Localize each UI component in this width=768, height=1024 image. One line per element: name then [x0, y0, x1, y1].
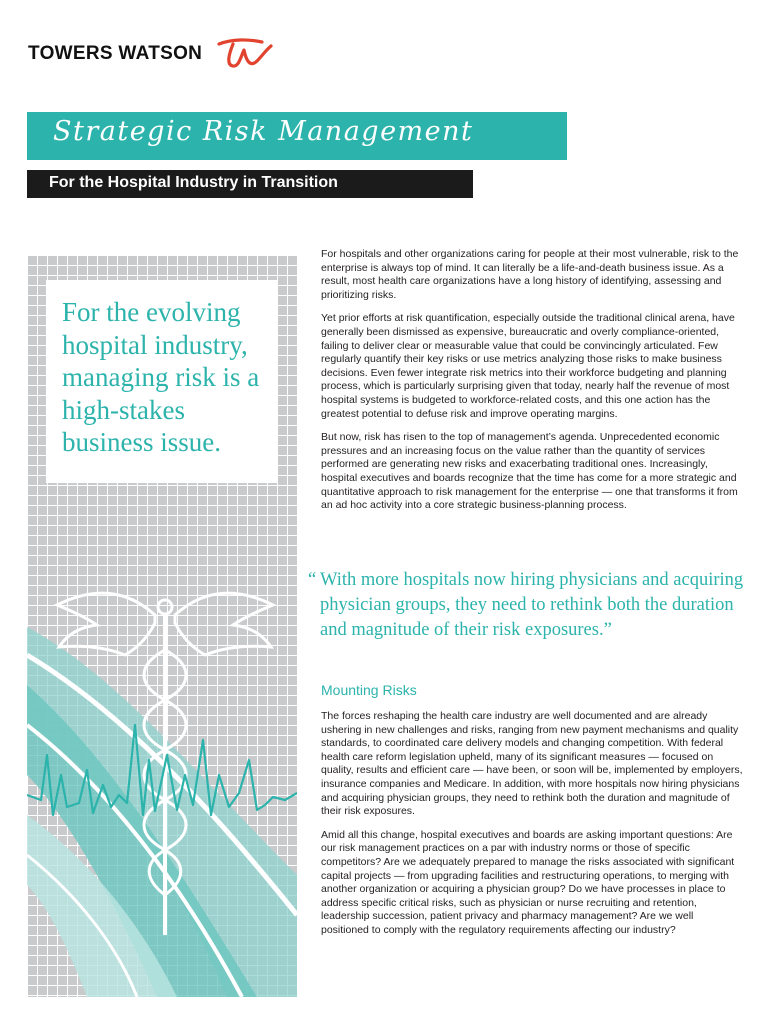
article-paragraph: For hospitals and other organizations caring for people at their most vulnerable, risk to the enterprise is always top of mind. It can literally be a life-and-death business issue. As a result, most health care organizations have a long history of identifying, assessing and prioritizing risks. — [321, 248, 739, 301]
pull-quote-text: With more hospitals now hiring physicians and acquiring physician groups, they need to rethink both the duration and magnitude of their risk exposures.” — [320, 570, 744, 640]
article-paragraph: The forces reshaping the health care industry are well documented and are already ushering in new challenges and risks, ranging from new payment mechanisms and quality standards, to coordinated care delivery models and changing competition. With federal health care reform legislation upheld, many of its significant measures — focused on quality, results and efficient care — have been, or soon will be, implemented by employers, insurance companies and Medicare. In addition, with more hospitals now hiring physicians and acquiring physician groups, they need to rethink both the duration and magnitude of their risk exposures. — [321, 710, 743, 818]
logo-mark-icon — [216, 36, 274, 72]
caduceus-artwork — [27, 255, 297, 997]
article-paragraph: Amid all this change, hospital executives and boards are asking important questions: Are our risk management practices on a par with industry norms or those of specific competitors? Are we adequately prepared to manage the risks associated with significant capital projects — from upgrading facilities and restructuring operations, to merging with another organization or acquiring a physician group? Do we have processes in place to address specific critical risks, such as physician or nurse recruiting and retention, leadership succession, patient privacy and pharmacy management? Are we well positioned to comply with the regulatory requirements affecting our industry? — [321, 828, 735, 936]
logo-text: TOWERS WATSON — [28, 43, 203, 64]
callout-text: For the evolving hospital industry, managing risk is a high-stakes business issue. — [62, 297, 260, 457]
callout-box — [46, 280, 278, 483]
article-intro — [321, 248, 743, 523]
section-heading: Mounting Risks — [321, 682, 417, 698]
pull-quote — [308, 568, 748, 643]
article-paragraph: But now, risk has risen to the top of management’s agenda. Unprecedented economic pressures and an increasing focus on the value rather than the quantity of services performed are generating new risks and exacerbating traditional ones. Increasingly, hospital executives and boards recognize that the time has come for a more strategic and quantitative approach to risk management for the enterprise — one that transforms it from an ad hoc activity into a core strategic business-planning process. — [321, 431, 738, 512]
document-subtitle: For the Hospital Industry in Transition — [49, 174, 338, 191]
title-banner — [27, 112, 567, 160]
mounting-risks-section — [321, 710, 743, 948]
subtitle-bar — [27, 170, 473, 198]
pull-quote-mark: “ — [308, 570, 317, 590]
document-title: Strategic Risk Management — [53, 116, 474, 147]
article-paragraph: Yet prior efforts at risk quantification, especially outside the traditional clinical arena, have generally been dismissed as expensive, bureaucratic and overly compliance-oriented, failing to deliver clear or measurable value that could be convincingly articulated. Few regularly quantify their key risks or use metrics analyzing those risks to make business decisions. Even fewer integrate risk metrics into their workforce budgeting and planning process, which is particularly surprising given that today, nearly half the revenue of most hospital systems is budgeted to workforce-related costs, and this one action has the greatest potential to defuse risk and improve operating margins. — [321, 312, 735, 420]
towers-watson-logo — [28, 36, 274, 72]
